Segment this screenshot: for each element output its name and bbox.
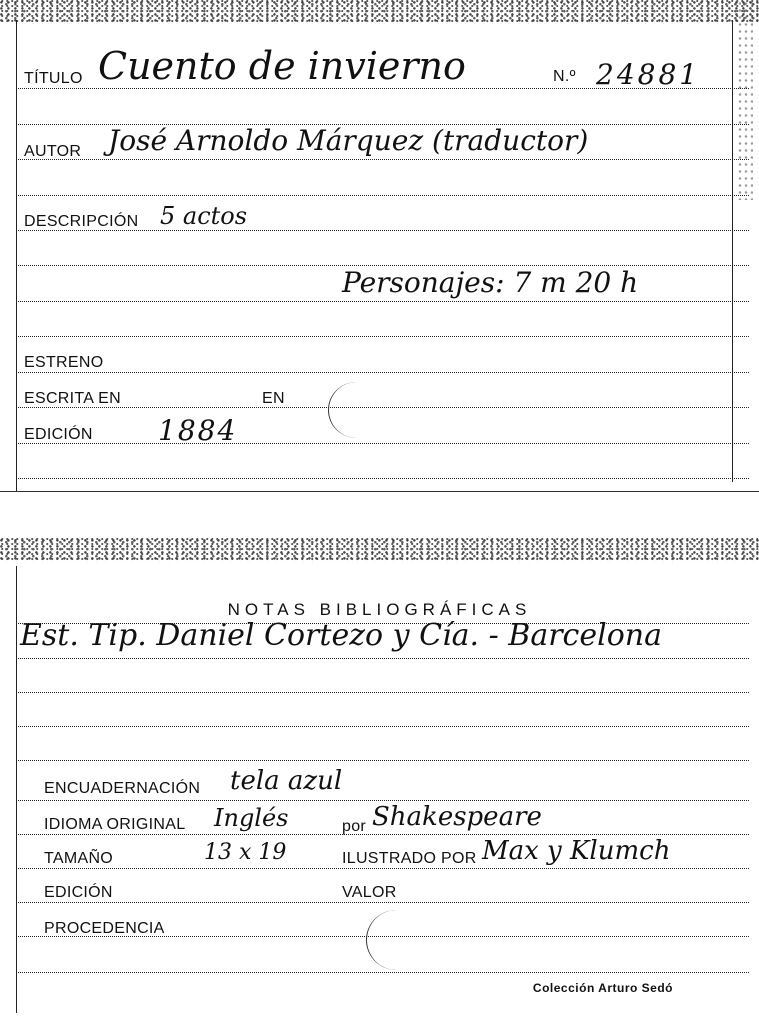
dotted-rule xyxy=(18,726,749,727)
valor-label: VALOR xyxy=(342,884,397,901)
ilustrado-value: Max y Klumch xyxy=(482,836,671,866)
notas-heading: NOTAS BIBLIOGRÁFICAS xyxy=(227,600,532,619)
titulo-label: TÍTULO xyxy=(24,70,83,87)
collection-footer: Colección Arturo Sedó xyxy=(532,981,673,995)
dotted-rule xyxy=(18,658,749,659)
ilustrado-label: ILUSTRADO POR xyxy=(342,850,477,867)
dotted-rule xyxy=(18,868,749,869)
notas-value: Est. Tip. Daniel Cortezo y Cía. - Barcelona xyxy=(20,618,662,653)
tamano-label: TAMAÑO xyxy=(44,850,114,867)
torn-edge xyxy=(0,538,759,562)
dotted-rule xyxy=(18,159,749,160)
numero-value: 24881 xyxy=(596,58,701,91)
tamano-value: 13 x 19 xyxy=(204,840,287,865)
dotted-rule xyxy=(18,800,749,801)
dotted-rule xyxy=(18,834,749,835)
card-border-left xyxy=(16,566,17,1013)
edicion-label: EDICIÓN xyxy=(44,884,113,901)
autor-label: AUTOR xyxy=(24,143,82,160)
escrita-en-label: ESCRITA EN xyxy=(24,390,121,407)
por-value: Shakespeare xyxy=(372,802,542,832)
torn-edge xyxy=(0,0,759,24)
dotted-rule xyxy=(18,692,749,693)
edicion-label: EDICIÓN xyxy=(24,426,93,443)
card-border-right xyxy=(732,20,733,482)
procedencia-label: PROCEDENCIA xyxy=(44,920,165,937)
punch-hole-stamp xyxy=(366,910,427,970)
autor-value: José Arnoldo Márquez (traductor) xyxy=(108,124,589,157)
dotted-rule xyxy=(18,760,749,761)
titulo-value: Cuento de invierno xyxy=(98,44,466,88)
idioma-value: Inglés xyxy=(214,804,289,832)
dotted-rule xyxy=(18,372,749,373)
personajes-value: Personajes: 7 m 20 h xyxy=(342,266,639,299)
edicion-value: 1884 xyxy=(158,414,238,447)
estreno-label: ESTRENO xyxy=(24,354,104,371)
por-label: por xyxy=(342,818,367,835)
dotted-rule xyxy=(18,902,749,903)
torn-edge-right xyxy=(737,0,753,200)
encuadernacion-value: tela azul xyxy=(230,766,343,796)
encuadernacion-label: ENCUADERNACIÓN xyxy=(44,780,201,797)
idioma-label: IDIOMA ORIGINAL xyxy=(44,816,186,833)
dotted-rule xyxy=(18,195,749,196)
dotted-rule xyxy=(18,301,749,302)
dotted-rule xyxy=(18,478,749,479)
numero-label: N.º xyxy=(553,68,576,85)
catalog-card-back xyxy=(0,538,759,1013)
descripcion-label: DESCRIPCIÓN xyxy=(24,213,139,230)
dotted-rule xyxy=(18,443,749,444)
catalog-card-front xyxy=(0,0,759,492)
descripcion-value: 5 actos xyxy=(160,202,248,230)
en-label: EN xyxy=(262,390,285,407)
dotted-rule xyxy=(18,972,749,973)
card-bottom-edge xyxy=(0,491,759,492)
card-border-left xyxy=(16,20,17,492)
dotted-rule xyxy=(18,336,749,337)
punch-hole-stamp xyxy=(328,382,385,438)
